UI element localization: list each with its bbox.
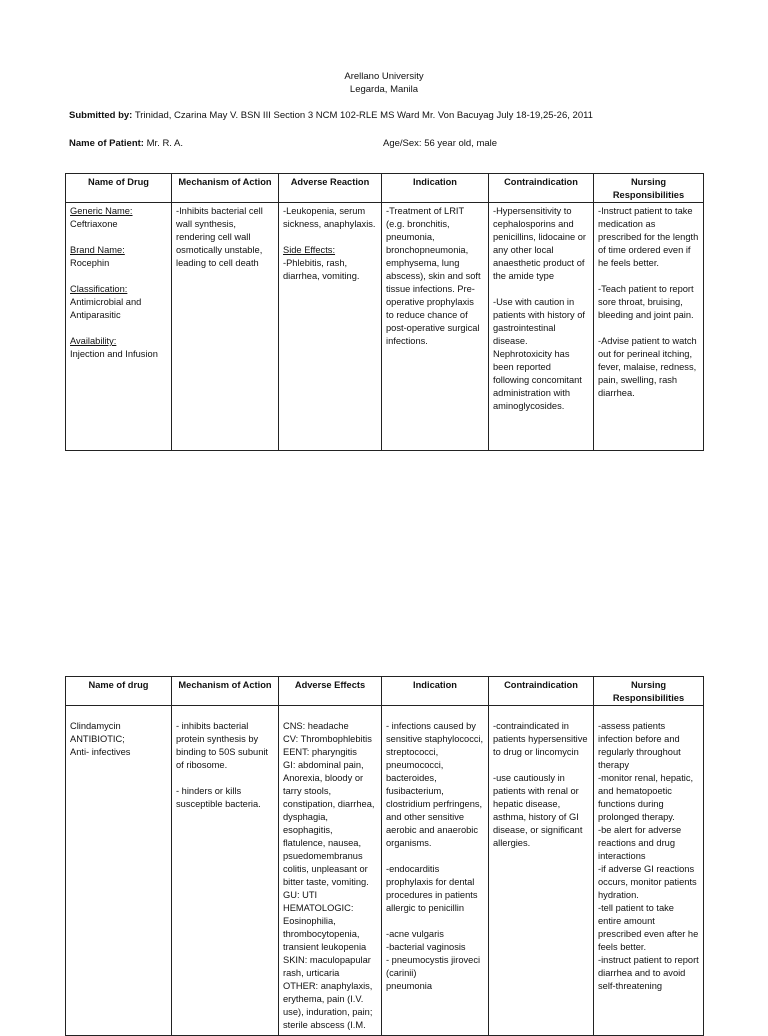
cell-indication	[382, 706, 489, 1036]
cell-nursing	[594, 203, 704, 451]
availability-label: Availability:	[70, 336, 117, 346]
availability-value: Injection and Infusion	[70, 349, 158, 359]
drug-name-text: Clindamycin ANTIBIOTIC; Anti- infectives	[70, 721, 131, 757]
drug-table-clindamycin	[65, 676, 704, 1036]
submitted-by-line	[69, 109, 593, 122]
brand-name-value: Rocephin	[70, 258, 110, 268]
indication-text-1: - infections caused by sensitive staphylococci, streptococci, pneumococci, bacteroides, fusibacterium, clostridium perfringens, and other sensitive aerobic and anaerobic organisms.	[386, 721, 484, 848]
nursing-text-2: -Teach patient to report sore throat, bruising, bleeding and joint pain.	[598, 284, 694, 320]
submitted-by-label: Submitted by:	[69, 110, 133, 121]
header-indication: Indication	[382, 677, 489, 706]
classification-value: Antimicrobial and Antiparasitic	[70, 297, 142, 320]
cell-nursing	[594, 706, 704, 1036]
indication-text: -Treatment of LRIT (e.g. bronchitis, pneumonia, bronchopneumonia, emphysema, lung abscess), skin and soft tissue infections. Pre-operative prophylaxis to reduce chance of post-operative surgical infections.	[386, 206, 481, 346]
generic-name-label: Generic Name:	[70, 206, 133, 216]
indication-text-2: -endocarditis prophylaxis for dental procedures in patients allergic to penicillin	[386, 864, 478, 913]
header-name-of-drug: Name of Drug	[66, 174, 172, 203]
cell-mechanism	[172, 706, 279, 1036]
indication-text-3: -acne vulgaris -bacterial vaginosis - pneumocystis jiroveci (carinii) pneumonia	[386, 929, 481, 991]
side-effects-text: -Phlebitis, rash, diarrhea, vomiting.	[283, 258, 360, 281]
adverse-text: CNS: headache CV: Thrombophlebitis EENT: pharyngitis GI: abdominal pain, Anorexia, bloody or tarry stools, constipation, diarrhea, dysphagia, esophagitis, flatulence, nausea, psuedomembranus colitis, unpleasant or bitter taste, vomiting. GU: UTI HEMATOLOGIC: Eosinophilia, thrombocytopenia, transient leukopenia SKIN: maculopapular rash, urticaria OTHER: anaphylaxis, erythema, pain (I.V. use), induration, pain; sterile abscess (I.M.	[283, 721, 375, 1030]
cell-contraindication	[489, 706, 594, 1036]
nursing-text-3: -Advise patient to watch out for perineal itching, fever, malaise, redness, pain, swelling, rash diarrhea.	[598, 336, 697, 398]
contraindication-text-1: -contraindicated in patients hypersensitive to drug or lincomycin	[493, 721, 588, 757]
header-adverse: Adverse Effects	[279, 677, 382, 706]
submitted-by-value: Trinidad, Czarina May V. BSN III Section 3 NCM 102-RLE MS Ward Mr. Von Bacuyag July 18-19,25-26, 2011	[134, 110, 593, 121]
cell-contraindication	[489, 203, 594, 451]
side-effects-label: Side Effects:	[283, 245, 336, 255]
contraindication-text-2: -use cautiously in patients with renal or hepatic disease, asthma, history of GI disease, or significant allergies.	[493, 773, 583, 848]
table-header-row	[66, 174, 704, 203]
nursing-text: -assess patients infection before and regularly throughout therapy -monitor renal, hepatic, and hematopoetic functions during prolonged therapy. -be alert for adverse reactions and drug interactions -if adverse GI reactions occurs, monitor patients hydration. -tell patient to take entire amount prescribed even after he feels better. -instruct patient to report diarrhea and to avoid self-threatening	[598, 721, 699, 991]
header-contraindication: Contraindication	[489, 174, 594, 203]
age-sex: Age/Sex: 56 year old, male	[383, 138, 498, 149]
patient-line	[69, 137, 183, 150]
header-mechanism: Mechanism of Action	[172, 677, 279, 706]
contraindication-text-1: -Hypersensitivity to cephalosporins and penicillins, lidocaine or any other local anaesthetic product of the amide type	[493, 206, 587, 281]
university-location: Legarda, Manila	[349, 84, 419, 95]
table-header-row	[66, 677, 704, 706]
mechanism-text-2: - hinders or kills susceptible bacteria.	[176, 786, 261, 809]
cell-mechanism	[172, 203, 279, 451]
contraindication-text-2: -Use with caution in patients with history of gastrointestinal disease. Nephrotoxicity has been reported following concomitant administration with aminoglycosides.	[493, 297, 585, 411]
header-adverse: Adverse Reaction	[279, 174, 382, 203]
header-contraindication: Contraindication	[489, 677, 594, 706]
patient-name: Mr. R. A.	[146, 138, 184, 149]
header-mechanism: Mechanism of Action	[172, 174, 279, 203]
patient-label: Name of Patient:	[69, 138, 144, 149]
university-name: Arellano University	[344, 71, 424, 82]
header-nursing: Nursing Responsibilities	[594, 174, 704, 203]
classification-label: Classification:	[70, 284, 128, 294]
brand-name-label: Brand Name:	[70, 245, 125, 255]
table-row	[66, 706, 704, 1036]
cell-adverse	[279, 706, 382, 1036]
header-name-of-drug: Name of drug	[66, 677, 172, 706]
mechanism-text: -Inhibits bacterial cell wall synthesis, rendering cell wall osmotically unstable, leading to cell death	[176, 206, 263, 268]
mechanism-text-1: - inhibits bacterial protein synthesis by binding to 50S subunit of ribosome.	[176, 721, 269, 770]
cell-indication	[382, 203, 489, 451]
drug-table-ceftriaxone	[65, 173, 704, 451]
nursing-text-1: -Instruct patient to take medication as prescribed for the length of time ordered even if he feels better.	[598, 206, 699, 268]
generic-name-value: Ceftriaxone	[70, 219, 118, 229]
cell-adverse	[279, 203, 382, 451]
adverse-text: -Leukopenia, serum sickness, anaphylaxis.	[283, 206, 376, 229]
cell-drug-name	[66, 706, 172, 1036]
cell-drug-name	[66, 203, 172, 451]
header-indication: Indication	[382, 174, 489, 203]
table-row	[66, 203, 704, 451]
header-nursing: Nursing Responsibilities	[594, 677, 704, 706]
